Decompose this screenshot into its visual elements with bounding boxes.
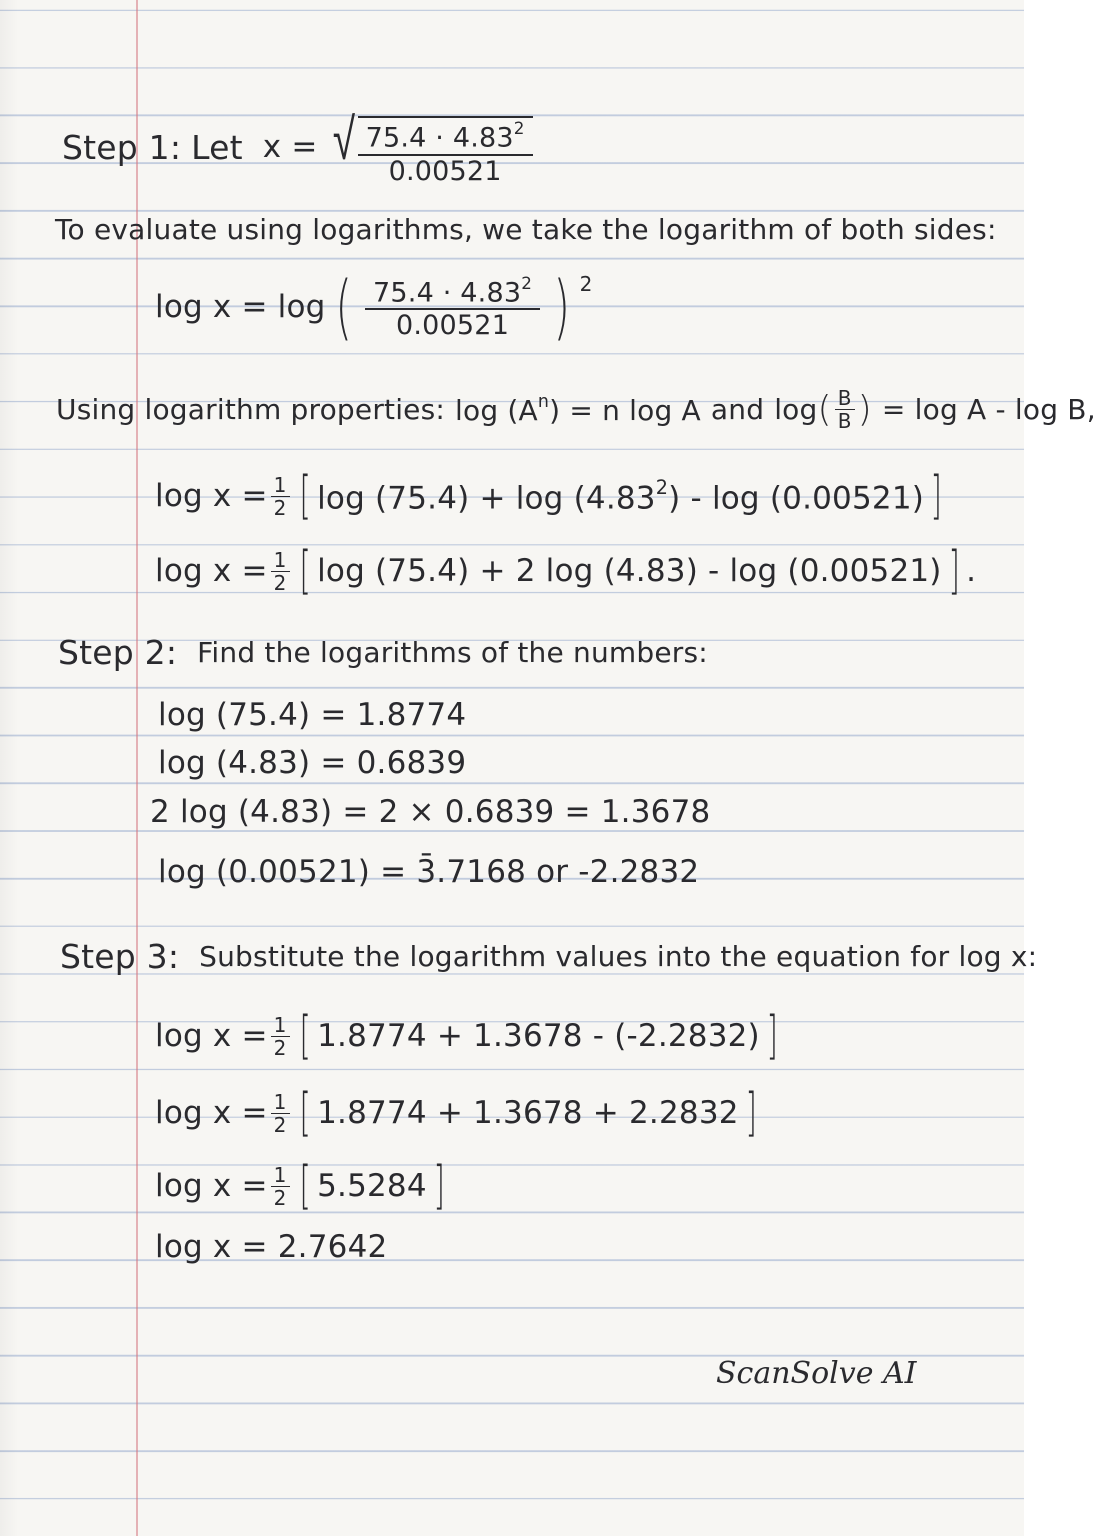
right-bracket: ]	[948, 541, 960, 601]
half-fraction: $\frac{1}{2}$	[271, 1092, 290, 1135]
right-bracket: ]	[433, 1156, 445, 1216]
expand-body: log (75.4) + 2 log (4.83) - log (0.00521)	[317, 552, 942, 589]
step3-title: Substitute the logarithm values into the equation for log x:	[199, 939, 1038, 973]
step3-line	[60, 937, 1038, 976]
lhs: log x	[155, 552, 232, 589]
step2-line	[58, 633, 708, 672]
expand-line-1	[155, 466, 949, 526]
properties-text: Using logarithm properties:	[56, 392, 446, 426]
outer-exponent: 2	[579, 272, 593, 296]
radical-sign: √	[332, 105, 355, 173]
trailing-period: .	[966, 552, 977, 589]
lhs: log x	[155, 1094, 232, 1131]
step3-body: 1.8774 + 1.3678 + 2.2832	[317, 1094, 739, 1131]
left-paren: (	[335, 266, 352, 348]
square-root	[328, 105, 533, 187]
step1-x: x	[262, 128, 282, 165]
step3-body: 1.8774 + 1.3678 - (-2.2832)	[317, 1017, 760, 1054]
step1-fraction	[358, 120, 533, 185]
step2-line-4: log (0.00521) = 3̄.7168 or -2.2832	[158, 854, 700, 890]
equals: =	[241, 552, 268, 589]
log-both-sides	[155, 266, 593, 348]
properties-line: Using logarithm properties: $\log (A^n) = n$ log A and log ( $\frac{B}{B}$ ) = log A - log B,	[56, 386, 1096, 433]
left-bracket: [	[299, 1006, 311, 1066]
step1-let: Let	[191, 127, 243, 167]
rule2-right: = log A - log B,	[881, 392, 1096, 426]
left-bracket: [	[299, 541, 311, 601]
right-bracket: ]	[766, 1006, 778, 1066]
step3-body: 5.5284	[317, 1167, 427, 1204]
step1-numerator: $75.4 \cdot 4.83^2$	[358, 120, 533, 156]
step2-line-2: log (4.83) = 0.6839	[158, 745, 467, 781]
right-paren: )	[553, 266, 571, 348]
step3-line-3	[155, 1156, 451, 1216]
lhs: log x	[155, 1017, 232, 1054]
rule2-num: B	[835, 388, 855, 410]
expand-line-2	[155, 541, 977, 601]
step3-heading: Step 3:	[60, 937, 180, 976]
equals: =	[241, 1167, 268, 1204]
final-answer: log x = 2.7642	[155, 1229, 388, 1265]
lhs: log x	[155, 1167, 232, 1204]
equals: =	[241, 477, 268, 514]
rule2-den: B	[837, 409, 852, 433]
step3-line-1	[155, 1006, 784, 1066]
equals: =	[241, 1094, 268, 1131]
step2-line-3: 2 log (4.83) = 2 × 0.6839 = 1.3678	[150, 794, 711, 830]
equals: =	[241, 288, 268, 325]
log-denominator: 0.00521	[396, 310, 510, 342]
step3-line-2	[155, 1083, 763, 1143]
intro-text: To evaluate using logarithms, we take the logarithm of both sides:	[55, 213, 997, 246]
rule1: $\log (A^n) = n$ log A	[455, 391, 701, 427]
rule2-fraction	[835, 388, 855, 431]
and-word: and	[710, 392, 765, 426]
step1-denominator: 0.00521	[388, 155, 502, 187]
log-numerator: $75.4 \cdot 4.83^2$	[365, 275, 540, 311]
lhs: log x	[155, 477, 232, 514]
left-bracket: [	[299, 1156, 311, 1216]
step2-title: Find the logarithms of the numbers:	[197, 635, 708, 669]
right-bracket: ]	[930, 466, 942, 526]
step1-equals: =	[291, 128, 318, 165]
step2-heading: Step 2:	[58, 633, 178, 672]
half-fraction: $\frac{1}{2}$	[271, 475, 290, 518]
radicand	[358, 116, 533, 185]
left-bracket: [	[299, 466, 311, 526]
expand-body: log (75.4) + log (4.83$^2$) - log (0.00521)	[317, 475, 925, 517]
signature: ScanSolve AI	[716, 1356, 917, 1391]
half-fraction: $\frac{1}{2}$	[271, 1165, 290, 1208]
step1-line	[62, 105, 533, 187]
log-fraction	[365, 272, 540, 342]
lhs: log x	[155, 288, 232, 325]
rule2-log: log	[774, 392, 818, 426]
half-fraction: $\frac{1}{2}$	[271, 1015, 290, 1058]
log-word: log	[277, 288, 326, 325]
step2-line-1: log (75.4) = 1.8774	[158, 697, 467, 733]
left-bracket: [	[299, 1083, 311, 1143]
step1-heading: Step 1:	[62, 127, 182, 167]
equals: =	[241, 1017, 268, 1054]
half-fraction: $\frac{1}{2}$	[271, 550, 290, 593]
right-bracket: ]	[745, 1083, 757, 1143]
